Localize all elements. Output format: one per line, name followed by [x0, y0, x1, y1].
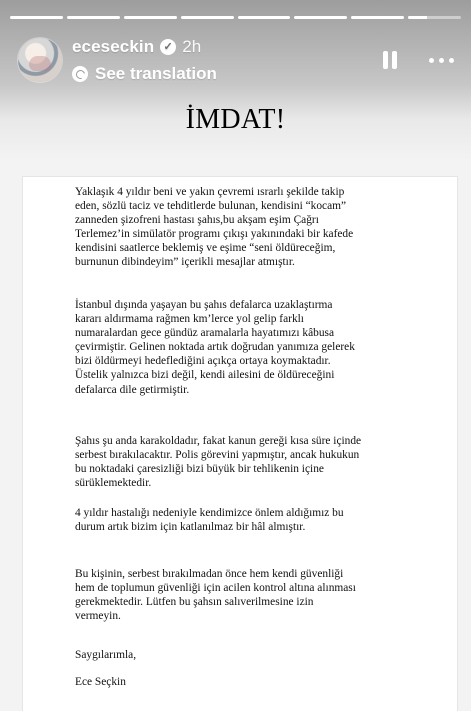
- story-progress-fill: [124, 16, 177, 19]
- story-progress-segment: [67, 16, 120, 19]
- letter-closing: Saygılarımla,: [75, 649, 137, 661]
- pause-icon: [383, 51, 388, 69]
- more-options-icon: [429, 58, 434, 63]
- letter-paragraph: İstanbul dışında yaşayan bu şahıs defalarca uzaklaştırma kararı aldırmama rağmen km’lerce yol gelip farklı numaralardan gece gündüz aramalarla hayatımızı kâbusa çevirmiştir. Gelinen noktada artık doğrudan yanımıza gelerek bizi öldürmeyi hedeflediğini açıkça ortaya koymaktadır. Üstelik yalnızca bizi değil, kendi ailesini de öldüreceğini defalarca dile getirmiştir.: [75, 299, 355, 396]
- story-progress-bars: [10, 16, 461, 20]
- story-progress-fill: [408, 16, 427, 19]
- story-progress-fill: [10, 16, 63, 19]
- letter-signature: Ece Seçkin: [75, 676, 126, 688]
- story-progress-fill: [351, 16, 404, 19]
- translation-icon: [72, 66, 88, 82]
- story-progress-fill: [294, 16, 347, 19]
- story-progress-segment: [181, 16, 234, 19]
- username[interactable]: eceseckin: [72, 37, 155, 56]
- see-translation-button[interactable]: [72, 64, 217, 84]
- more-options-button[interactable]: [427, 49, 457, 71]
- story-progress-fill: [181, 16, 234, 19]
- profile-row: [72, 37, 201, 57]
- story-header: [14, 34, 457, 86]
- avatar[interactable]: [18, 38, 62, 82]
- letter-paragraph: Şahıs şu anda karakoldadır, fakat kanun gereği kısa süre içinde serbest bırakılacaktır. Polis görevini yapmıştır, ancak hukukun bu noktadaki çaresizliği bizi büyük bir tehlikenin içine sürüklemektedir.: [75, 435, 362, 490]
- more-options-icon: [439, 58, 444, 63]
- letter-paragraph: Bu kişinin, serbest bırakılmadan önce hem kendi güvenliği hem de toplumun güvenliği için acilen kontrol altına alınması gerekmektedir. Lütfen bu şahsın salıverilmesine izin vermeyin.: [75, 568, 356, 623]
- story-progress-segment: [351, 16, 404, 19]
- letter-document: [23, 177, 457, 711]
- story-progress-segment: [408, 16, 461, 19]
- letter-paragraph: Yaklaşık 4 yıldır beni ve yakın çevremi ısrarlı şekilde takip eden, sözlü taciz ve tehditlerde bulunan, kendisini “kocam” zanneden şizofreni hastası şahıs,bu akşam eşim Çağrı Terlemez’in simülatör programı çıkışı yakınındaki bir kafede kendisini saatlerce beklemiş ve eşime “seni öldüreceğim, burnunun dibindeyim” içerikli mesajlar atmıştır.: [75, 186, 354, 269]
- story-progress-fill: [238, 16, 291, 19]
- story-progress-segment: [238, 16, 291, 19]
- letter-paragraph: 4 yıldır hastalığı nedeniyle kendimizce önlem aldığımız bu durum artık bizim için katlanılmaz bir hâl almıştır.: [75, 507, 344, 534]
- story-headline: İMDAT!: [185, 104, 286, 135]
- story-progress-segment: [10, 16, 63, 19]
- more-options-icon: [449, 58, 454, 63]
- story-progress-segment: [294, 16, 347, 19]
- story-progress-fill: [67, 16, 120, 19]
- verified-badge-icon: ✓: [160, 39, 176, 55]
- pause-button[interactable]: [379, 50, 401, 72]
- pause-icon: [392, 51, 397, 69]
- see-translation-label: See translation: [95, 64, 217, 83]
- post-time: 2h: [182, 37, 202, 56]
- story-progress-segment: [124, 16, 177, 19]
